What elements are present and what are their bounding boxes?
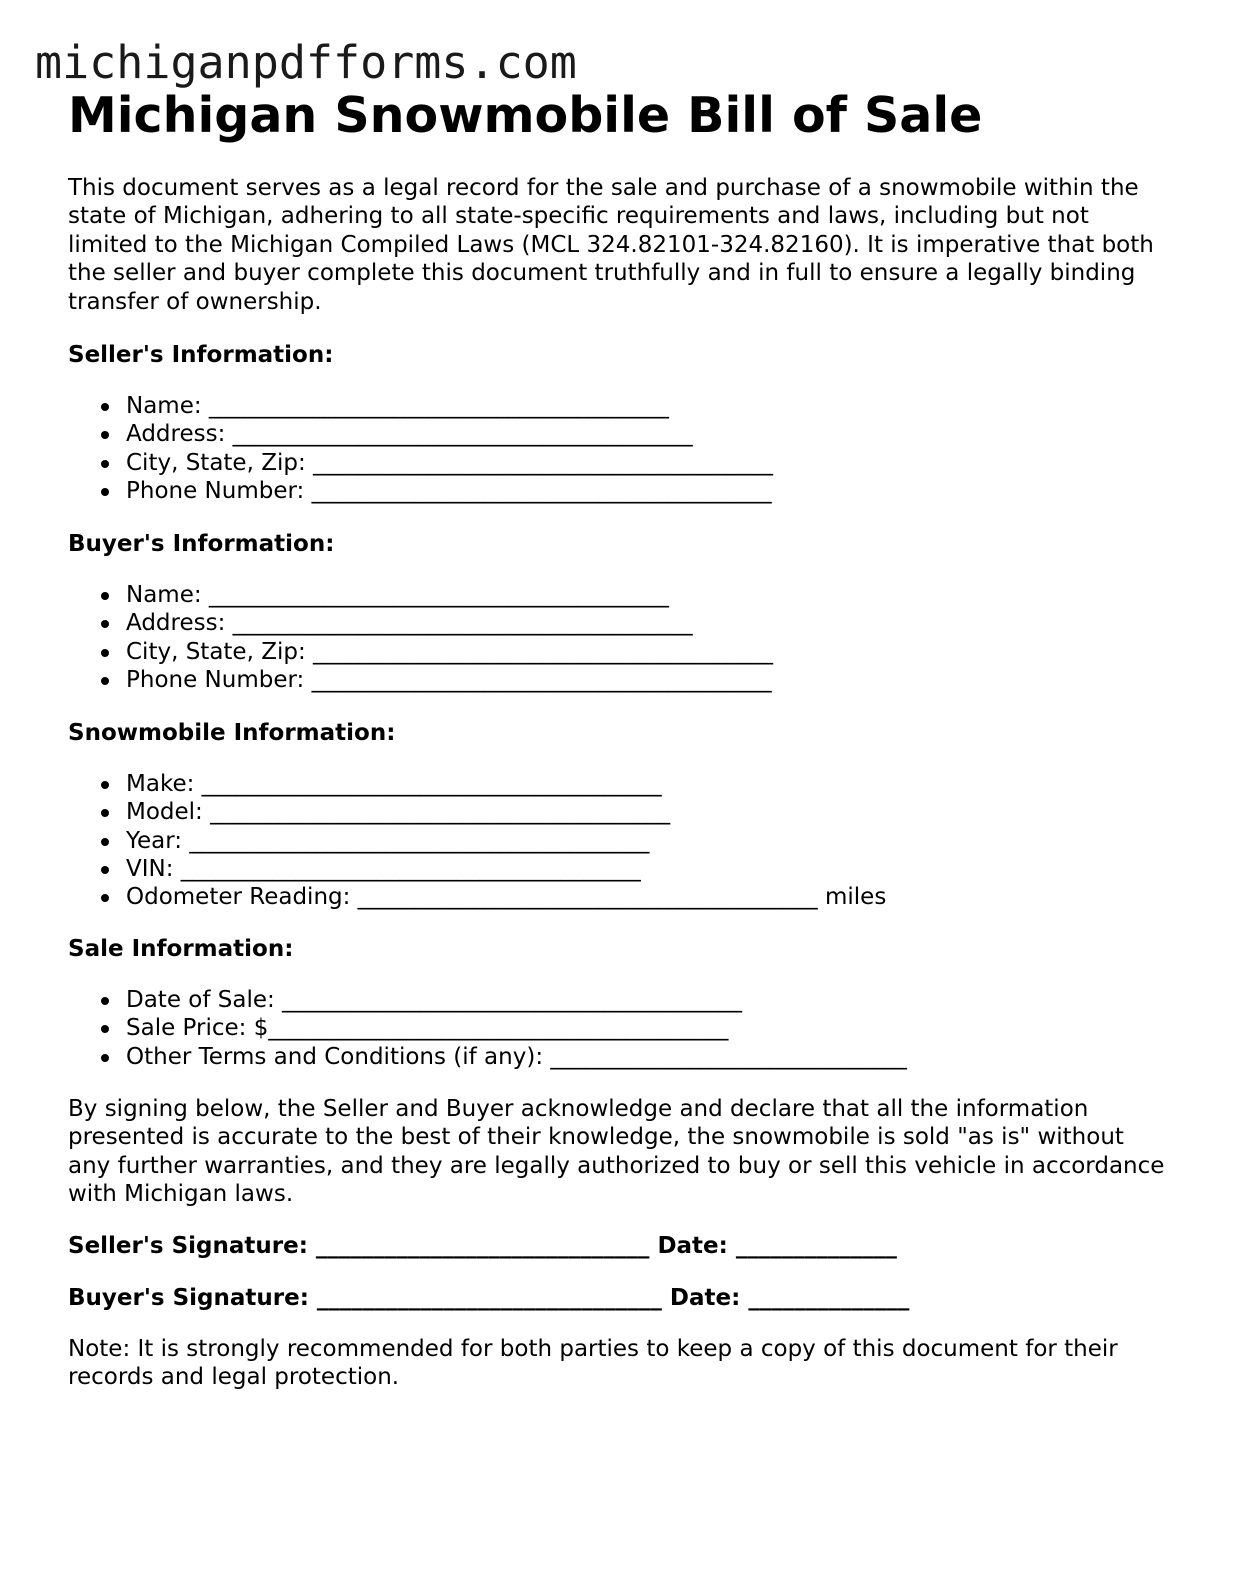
buyer-address-field[interactable]: Address: ________________________________________	[68, 609, 773, 637]
seller-info-list	[68, 392, 773, 505]
buyer-city-state-zip-field[interactable]: City, State, Zip: ________________________________________	[68, 638, 773, 666]
year-field[interactable]: Year: ________________________________________	[68, 827, 886, 855]
intro-paragraph: This document serves as a legal record for the sale and purchase of a snowmobile within the state of Michigan, adhering to all state-specific requirements and laws, including but not limited to the Michigan Compiled Laws (MCL 324.82101-324.82160). It is imperative that both the seller and buyer complete this document truthfully and in full to ensure a legally binding transfer of ownership.	[68, 175, 1154, 315]
seller-signature-line[interactable]: Seller's Signature: _____________________________ Date: ______________	[68, 1233, 897, 1259]
sale-info-heading: Sale Information:	[68, 936, 294, 962]
buyer-phone-field[interactable]: Phone Number: ________________________________________	[68, 666, 773, 694]
vin-field[interactable]: VIN: ________________________________________	[68, 855, 886, 883]
seller-phone-field[interactable]: Phone Number: ________________________________________	[68, 477, 773, 505]
buyer-info-heading: Buyer's Information:	[68, 531, 335, 557]
make-field[interactable]: Make: ________________________________________	[68, 770, 886, 798]
declaration-paragraph: By signing below, the Seller and Buyer acknowledge and declare that all the information presented is accurate to the best of their knowledge, the snowmobile is sold "as is" without any further warranties, and they are legally authorized to buy or sell this vehicle in accordance with Michigan laws.	[68, 1096, 1165, 1208]
odometer-field[interactable]: Odometer Reading: ________________________________________ miles	[68, 883, 886, 911]
page-title: Michigan Snowmobile Bill of Sale	[68, 87, 983, 144]
other-terms-field[interactable]: Other Terms and Conditions (if any): _______________________________	[68, 1043, 907, 1071]
sale-price-field[interactable]: Sale Price: $________________________________________	[68, 1014, 907, 1042]
buyer-name-field[interactable]: Name: ________________________________________	[68, 581, 773, 609]
buyer-info-list	[68, 581, 773, 694]
note-paragraph: Note: It is strongly recommended for both parties to keep a copy of this document for their records and legal protection.	[68, 1336, 1118, 1391]
seller-info-heading: Seller's Information:	[68, 342, 334, 368]
seller-address-field[interactable]: Address: ________________________________________	[68, 420, 773, 448]
snowmobile-info-heading: Snowmobile Information:	[68, 720, 396, 746]
sale-info-list	[68, 986, 907, 1071]
date-of-sale-field[interactable]: Date of Sale: ________________________________________	[68, 986, 907, 1014]
seller-name-field[interactable]: Name: ________________________________________	[68, 392, 773, 420]
model-field[interactable]: Model: ________________________________________	[68, 798, 886, 826]
watermark: michiganpdfforms.com	[35, 36, 577, 89]
snowmobile-info-list	[68, 770, 886, 911]
buyer-signature-line[interactable]: Buyer's Signature: ______________________________ Date: ______________	[68, 1285, 910, 1311]
seller-city-state-zip-field[interactable]: City, State, Zip: ________________________________________	[68, 449, 773, 477]
